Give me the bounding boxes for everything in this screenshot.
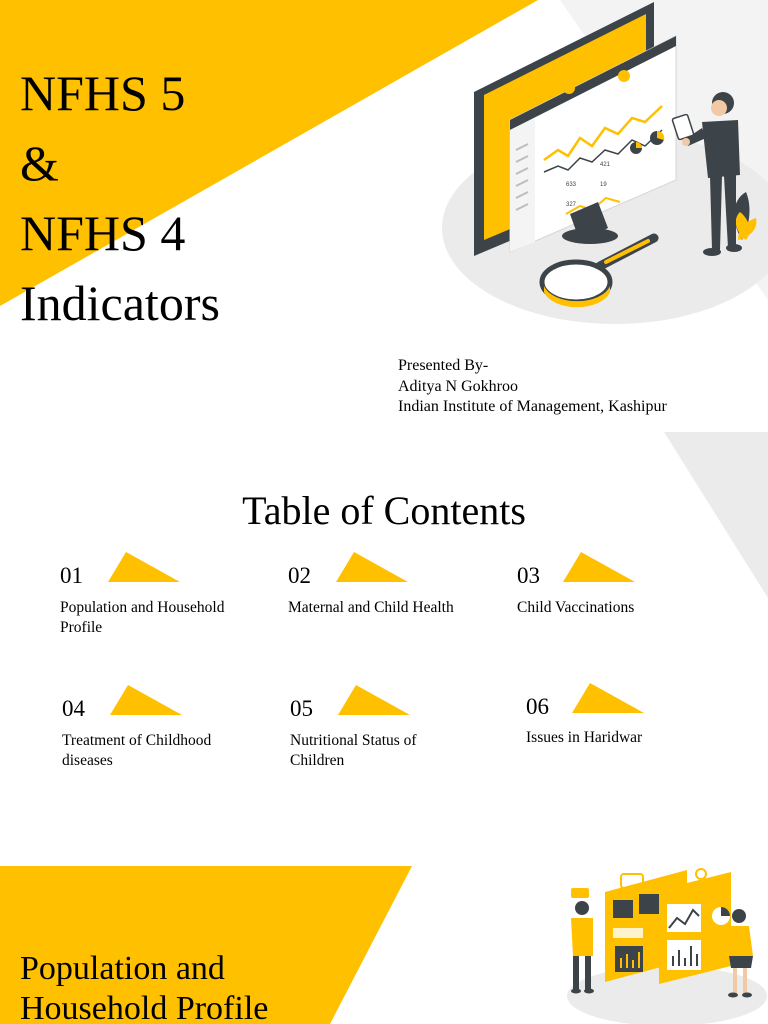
toc-item-number: 05 [290, 696, 313, 721]
toc-title: Table of Contents [242, 488, 526, 533]
presenter-label: Presented By- [398, 357, 489, 374]
title-line: & [20, 135, 59, 191]
toc-item-label: Nutritional Status of Children [290, 732, 417, 769]
yellow-triangle-icon [108, 552, 182, 584]
people-with-charts-illustration [555, 864, 768, 1024]
section-title-line: Population and [20, 950, 225, 987]
toc-item-number: 03 [517, 563, 540, 588]
dashboard-number: 633 [566, 182, 577, 188]
dashboard-number: 19 [600, 182, 607, 188]
yellow-triangle-icon [338, 685, 412, 717]
title-line: NFHS 5 [20, 65, 186, 121]
presenter-name: Aditya N Gokhroo [398, 377, 518, 395]
title-slide [0, 0, 768, 432]
presenter-institute: Indian Institute of Management, Kashipur [398, 398, 667, 415]
dashboard-number: 421 [600, 162, 611, 168]
toc-item-label: Issues in Haridwar [526, 729, 643, 746]
toc-item-label: Maternal and Child Health [288, 599, 454, 616]
toc-item-label: Treatment of Childhood diseases [62, 732, 212, 769]
title-line: Indicators [20, 275, 220, 331]
toc-item-number: 02 [288, 563, 311, 588]
table-of-contents-slide [0, 432, 768, 864]
section-title-line: Household Profile [20, 990, 269, 1024]
toc-item-label: Population and Household Profile [60, 599, 225, 636]
presenter-block [398, 356, 667, 418]
yellow-triangle-icon [110, 685, 184, 717]
toc-item-number: 01 [60, 563, 83, 588]
toc-item-label: Child Vaccinations [517, 599, 635, 616]
title-line: NFHS 4 [20, 205, 186, 261]
data-analyst-dashboard-illustration [440, 0, 768, 330]
yellow-triangle-icon [336, 552, 410, 584]
toc-item-number: 06 [526, 694, 549, 719]
yellow-triangle-icon [572, 683, 646, 715]
yellow-triangle-icon [563, 552, 637, 584]
dashboard-number: 327 [566, 202, 577, 208]
section-slide-population [0, 864, 768, 1024]
toc-item-number: 04 [62, 696, 85, 721]
section-title [20, 949, 268, 1024]
presentation-title [20, 58, 220, 338]
